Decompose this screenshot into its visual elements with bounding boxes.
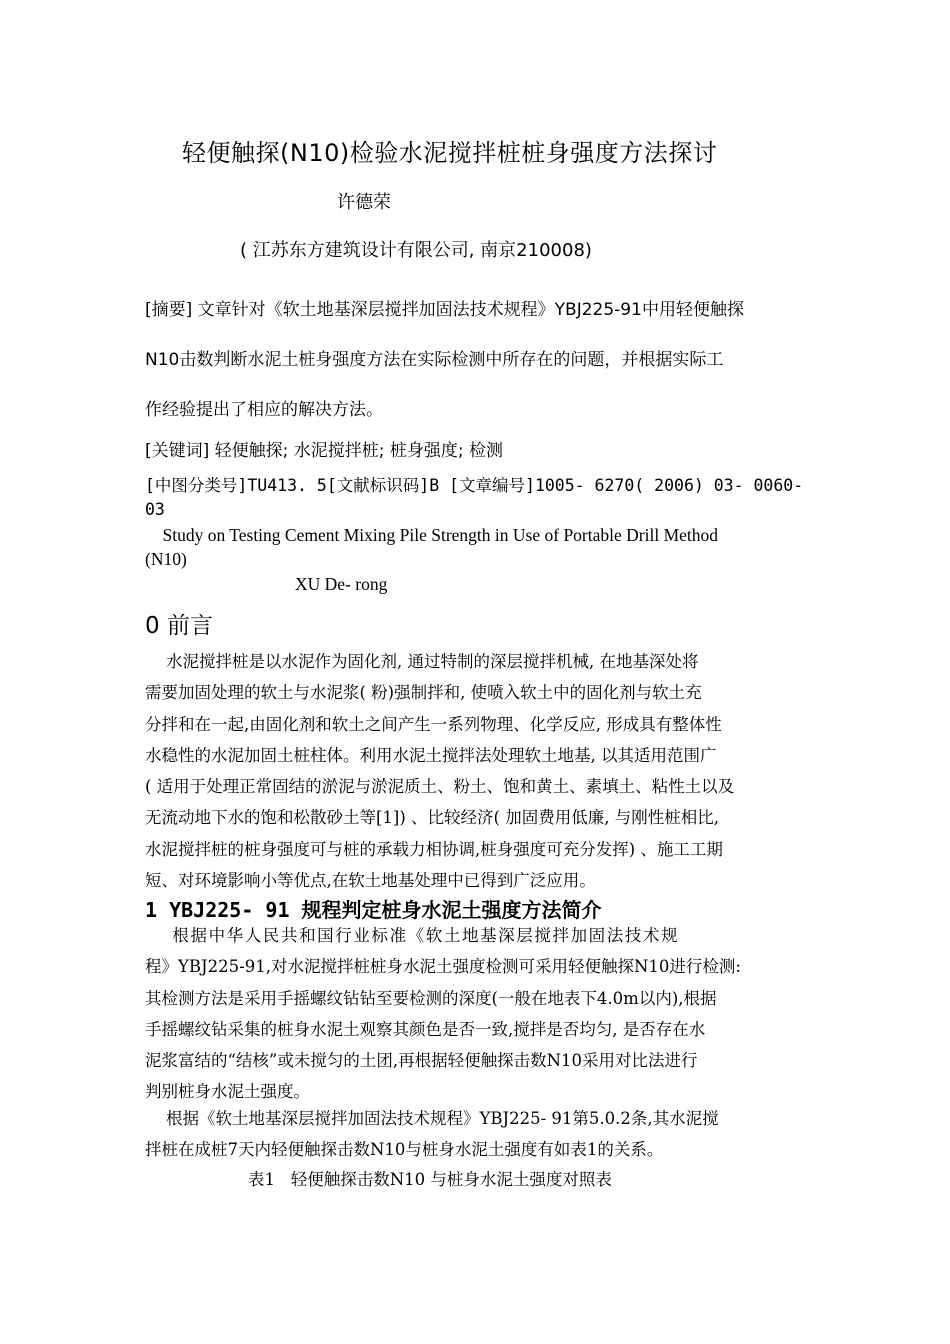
abstract-block (145, 285, 810, 435)
english-title-line: (N10) (145, 549, 187, 569)
english-author: XU De- rong (295, 574, 388, 594)
classification-block (145, 474, 810, 522)
classification-line: 03 (145, 500, 165, 519)
section-heading-1: 1 YBJ225- 91 规程判定桩身水泥土强度方法简介 (145, 898, 602, 922)
abstract-line: 作经验提出了相应的解决方法。 (145, 400, 383, 420)
english-title (145, 523, 810, 571)
section-1-paragraph-2 (145, 1103, 810, 1166)
paragraph-line: 需要加固处理的软土与水泥浆( 粉)强制拌和, 使喷入软土中的固化剂与软土充 (145, 683, 702, 703)
classification-line: [中图分类号]TU413. 5[文献标识码]B [文章编号]1005- 6270( 2006) 03- 0060- (145, 476, 804, 495)
paragraph-line: 根据中华人民共和国行业标准《软土地基深层搅拌加固法技术规 (145, 926, 680, 945)
table-caption: 表1 轻便触探击数N10 与桩身水泥土强度对照表 (248, 1170, 612, 1189)
paragraph-line: 程》YBJ225-91,对水泥搅拌桩桩身水泥土强度检测可采用轻便触探N10进行检测: (145, 957, 741, 977)
paragraph-line: 分拌和在一起,由固化剂和软土之间产生一系列物理、化学反应, 形成具有整体性 (145, 714, 722, 734)
paragraph-line: 水泥搅拌桩是以水泥作为固化剂, 通过特制的深层搅拌机械, 在地基深处将 (145, 652, 699, 671)
author-name: 许德荣 (337, 192, 391, 213)
paragraph-line: 无流动地下水的饱和松散砂土等[1]) 、比较经济( 加固费用低廉, 与刚性桩相比, (145, 808, 719, 828)
paragraph-line: ( 适用于处理正常固结的淤泥与淤泥质土、粉土、饱和黄土、素填土、粘性土以及 (145, 777, 735, 797)
paragraph-line: 根据《软土地基深层搅拌加固法技术规程》YBJ225- 91第5.0.2条,其水泥搅 (145, 1109, 719, 1128)
abstract-line: [摘要] 文章针对《软土地基深层搅拌加固法技术规程》YBJ225-91中用轻便触探 (145, 300, 744, 320)
paragraph-line: 拌桩在成桩7天内轻便触探击数N10与桩身水泥土强度有如表1的关系。 (145, 1140, 664, 1160)
english-title-line: Study on Testing Cement Mixing Pile Strength in Use of Portable Drill Method (145, 525, 719, 545)
author-affiliation: ( 江苏东方建筑设计有限公司, 南京210008) (240, 240, 592, 261)
section-1-paragraph-1 (145, 920, 810, 1108)
paragraph-line: 泥浆富结的“结核”或未搅匀的土团,再根据轻便触探击数N10采用对比法进行 (145, 1051, 698, 1071)
paragraph-line: 短、对环境影响小等优点,在软土地基处理中已得到广泛应用。 (145, 871, 596, 891)
section-heading-0: 0 前言 (145, 613, 213, 639)
paragraph-line: 判别桩身水泥土强度。 (145, 1082, 310, 1102)
section-0-paragraph (145, 646, 810, 896)
paragraph-line: 水泥搅拌桩的桩身强度可与桩的承载力相协调,桩身强度可充分发挥) 、施工工期 (145, 839, 723, 859)
paragraph-line: 手摇螺纹钻采集的桩身水泥土观察其颜色是否一致,搅拌是否均匀, 是否存在水 (145, 1019, 706, 1039)
keywords-line: [关键词] 轻便触探; 水泥搅拌桩; 桩身强度; 检测 (145, 441, 504, 461)
paragraph-line: 水稳性的水泥加固土桩柱体。利用水泥土搅拌法处理软土地基, 以其适用范围广 (145, 745, 717, 765)
paper-title: 轻便触探(N10)检验水泥搅拌桩桩身强度方法探讨 (182, 139, 718, 167)
paragraph-line: 其检测方法是采用手摇螺纹钻钻至要检测的深度(一般在地表下4.0m以内),根据 (145, 988, 717, 1008)
abstract-line: N10击数判断水泥土桩身强度方法在实际检测中所存在的问题，并根据实际工 (145, 350, 724, 370)
